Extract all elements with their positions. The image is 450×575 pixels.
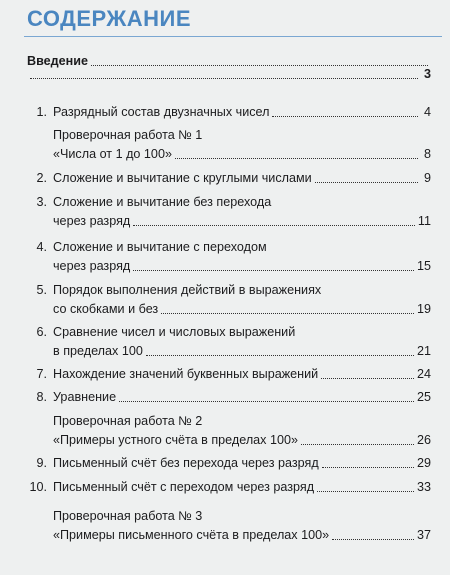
- dot-leader: [332, 539, 414, 540]
- toc-page-number: 19: [416, 302, 431, 316]
- toc-entry-title: Проверочная работа № 3: [53, 509, 203, 523]
- toc-entry-title: со скобками и без: [53, 302, 159, 316]
- toc-entry-number: 5.: [36, 283, 47, 297]
- toc-page-number: 37: [416, 528, 431, 542]
- toc-page-number: 24: [416, 367, 431, 381]
- toc-entry-title: Нахождение значений буквенных выражений: [53, 367, 319, 381]
- toc-entry-title: Разрядный состав двузначных чисел: [53, 105, 270, 119]
- dot-leader: [321, 378, 414, 379]
- toc-entry-number: 9.: [36, 456, 47, 470]
- dot-leader: [317, 491, 414, 492]
- toc-page-number: 26: [416, 433, 431, 447]
- toc-entry-title: Сложение и вычитание с круглыми числами: [53, 171, 312, 185]
- toc-entry-number: 2.: [36, 171, 47, 185]
- toc-entry-title: Письменный счёт с переходом через разряд: [53, 480, 315, 494]
- dot-leader: [133, 225, 415, 226]
- toc-page-number: 33: [416, 480, 431, 494]
- toc-entry-title: через разряд: [53, 259, 131, 273]
- toc-entry-number: 7.: [36, 367, 47, 381]
- heading-divider: [24, 36, 442, 37]
- toc-entry-title: «Примеры устного счёта в пределах 100»: [53, 433, 298, 447]
- toc-page-number: 8: [423, 147, 431, 161]
- dot-leader: [133, 270, 414, 271]
- toc-page-number: 25: [416, 390, 431, 404]
- dot-leader: [175, 158, 418, 159]
- dot-leader: [322, 467, 414, 468]
- toc-entry-title: «Числа от 1 до 100»: [53, 147, 172, 161]
- dot-leader: [146, 355, 414, 356]
- toc-page-number: 15: [416, 259, 431, 273]
- toc-entry-title: в пределах 100: [53, 344, 143, 358]
- dot-leader: [272, 116, 418, 117]
- toc-page-number: 29: [416, 456, 431, 470]
- toc-page-number: 3: [423, 67, 431, 81]
- toc-entry-number: 4.: [36, 240, 47, 254]
- dot-leader: [301, 444, 414, 445]
- dot-leader: [315, 182, 418, 183]
- toc-page-number: 11: [417, 214, 431, 228]
- toc-entry-title: Уравнение: [53, 390, 117, 404]
- page-title: СОДЕРЖАНИЕ: [27, 6, 192, 31]
- toc-entry-title: Введение: [27, 54, 89, 68]
- toc-entry-number: 3.: [36, 195, 47, 209]
- toc-page-number: 9: [423, 171, 431, 185]
- toc-entry-number: 8.: [36, 390, 47, 404]
- dot-leader: [91, 65, 428, 66]
- dot-leader: [161, 313, 414, 314]
- toc-entry-title: Сложение и вычитание с переходом: [53, 240, 267, 254]
- toc-entry-title: Сравнение чисел и числовых выражений: [53, 325, 296, 339]
- toc-entry-title: Порядок выполнения действий в выражениях: [53, 283, 322, 297]
- toc-entry-title: через разряд: [53, 214, 131, 228]
- dot-leader: [119, 401, 414, 402]
- toc-entry-title: Проверочная работа № 2: [53, 414, 203, 428]
- toc-entry-title: «Примеры письменного счёта в пределах 100»: [53, 528, 330, 542]
- toc-page-number: 4: [423, 105, 431, 119]
- toc-entry-title: Проверочная работа № 1: [53, 128, 203, 142]
- toc-entry-title: Сложение и вычитание без перехода: [53, 195, 272, 209]
- toc-entry-number: 10.: [29, 480, 47, 494]
- toc-entry-number: 1.: [36, 105, 47, 119]
- toc-entry-title: Письменный счёт без перехода через разряд: [53, 456, 319, 470]
- dot-leader: [30, 78, 418, 79]
- toc-page-number: 21: [416, 344, 431, 358]
- toc-entry-number: 6.: [36, 325, 47, 339]
